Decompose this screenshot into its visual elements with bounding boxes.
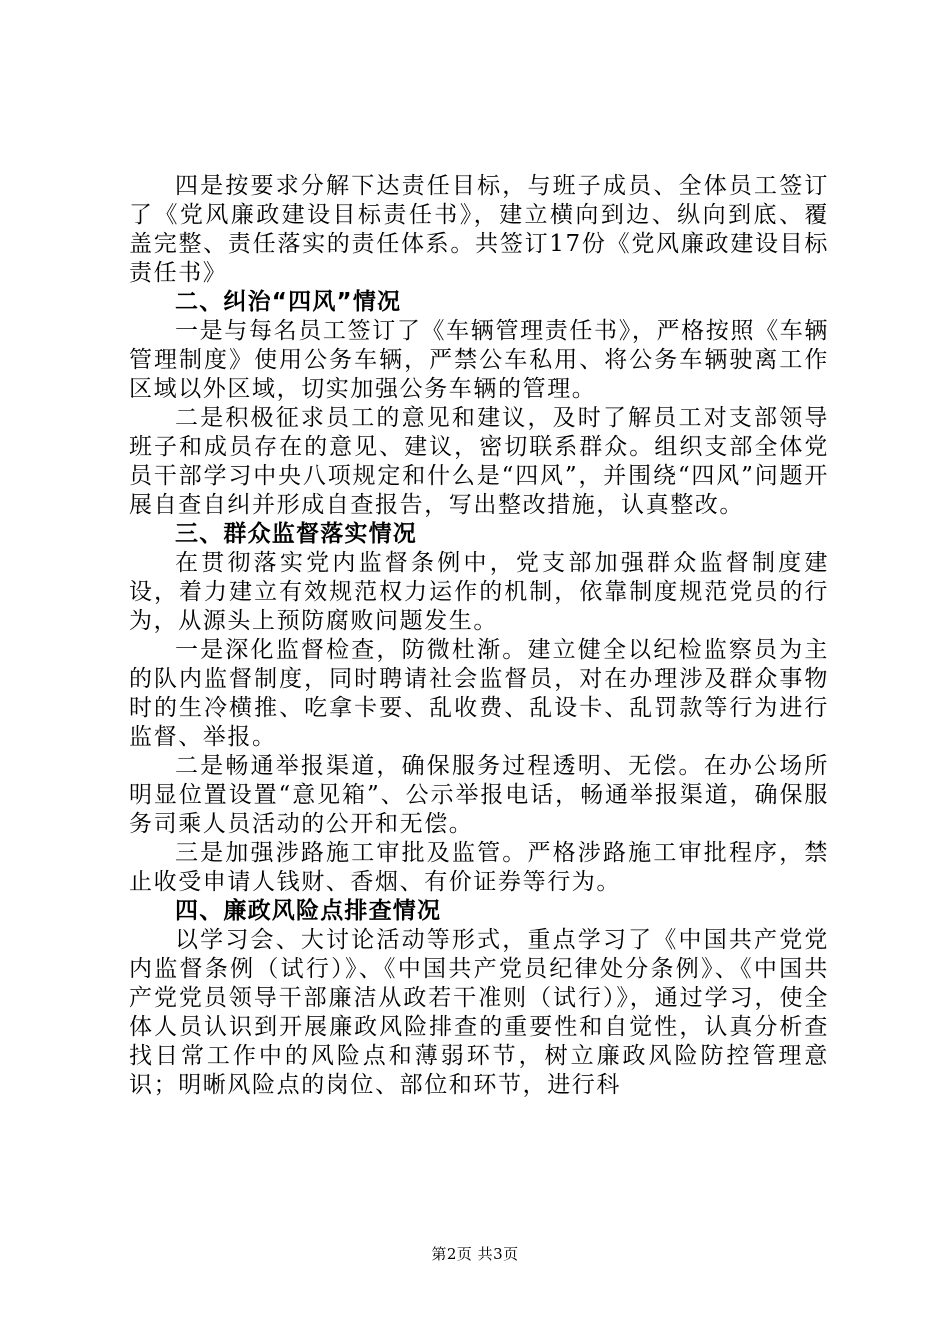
paragraph-vehicle-management: 一是与每名员工签订了《车辆管理责任书》，严格按照《车辆管理制度》使用公务车辆，严禁公车私用、将公务车辆驶离工作区域以外区域，切实加强公务车辆的管理。	[129, 318, 829, 402]
paragraph-responsibility-targets: 四是按要求分解下达责任目标，与班子成员、全体员工签订了《党风廉政建设目标责任书》，建立横向到边、纵向到底、覆盖完整、责任落实的责任体系。共签订17份《党风廉政建设目标责任书》	[129, 173, 829, 286]
paragraph-reporting-channels: 二是畅通举报渠道，确保服务过程透明、无偿。在办公场所明显位置设置“意见箱”、公示举报电话，畅通举报渠道，确保服务司乘人员活动的公开和无偿。	[129, 753, 829, 837]
section-heading-public-supervision: 三、群众监督落实情况	[175, 521, 417, 547]
paragraph-risk-study: 以学习会、大讨论活动等形式，重点学习了《中国共产党党内监督条例（试行）》、《中国共产党员纪律处分条例》、《中国共产党党员领导干部廉洁从政若干准则（试行）》，通过学习，使全体人员认识到开展廉政风险排查的重要性和自觉性，认真分析查找日常工作中的风险点和薄弱环节，树立廉政风险防控管理意识；明晰风险点的岗位、部位和环节，进行科	[129, 927, 829, 1098]
paragraph-supervision-intro: 在贯彻落实党内监督条例中，党支部加强群众监督制度建设，着力建立有效规范权力运作的机制，依靠制度规范党员的行为，从源头上预防腐败问题发生。	[129, 550, 829, 634]
paragraph-solicit-opinions: 二是积极征求员工的意见和建议，及时了解员工对支部领导班子和成员存在的意见、建议，密切联系群众。组织支部全体党员干部学习中央八项规定和什么是“四风”，并围绕“四风”问题开展自查自纠并形成自查报告，写出整改措施，认真整改。	[129, 405, 829, 518]
document-body	[129, 172, 829, 1100]
paragraph-road-construction: 三是加强涉路施工审批及监管。严格涉路施工审批程序，禁止收受申请人钱财、香烟、有价证券等行为。	[129, 840, 829, 895]
section-heading-risk-points: 四、廉政风险点排查情况	[175, 898, 442, 924]
paragraph-deepen-inspection: 一是深化监督检查，防微杜渐。建立健全以纪检监察员为主的队内监督制度，同时聘请社会监督员，对在办理涉及群众事物时的生冷横推、吃拿卡要、乱收费、乱设卡、乱罚款等行为进行监督、举报。	[129, 637, 829, 750]
page-number-footer: 第2页 共3页	[431, 1245, 519, 1263]
section-heading-four-styles: 二、纠治“四风”情况	[175, 289, 402, 315]
